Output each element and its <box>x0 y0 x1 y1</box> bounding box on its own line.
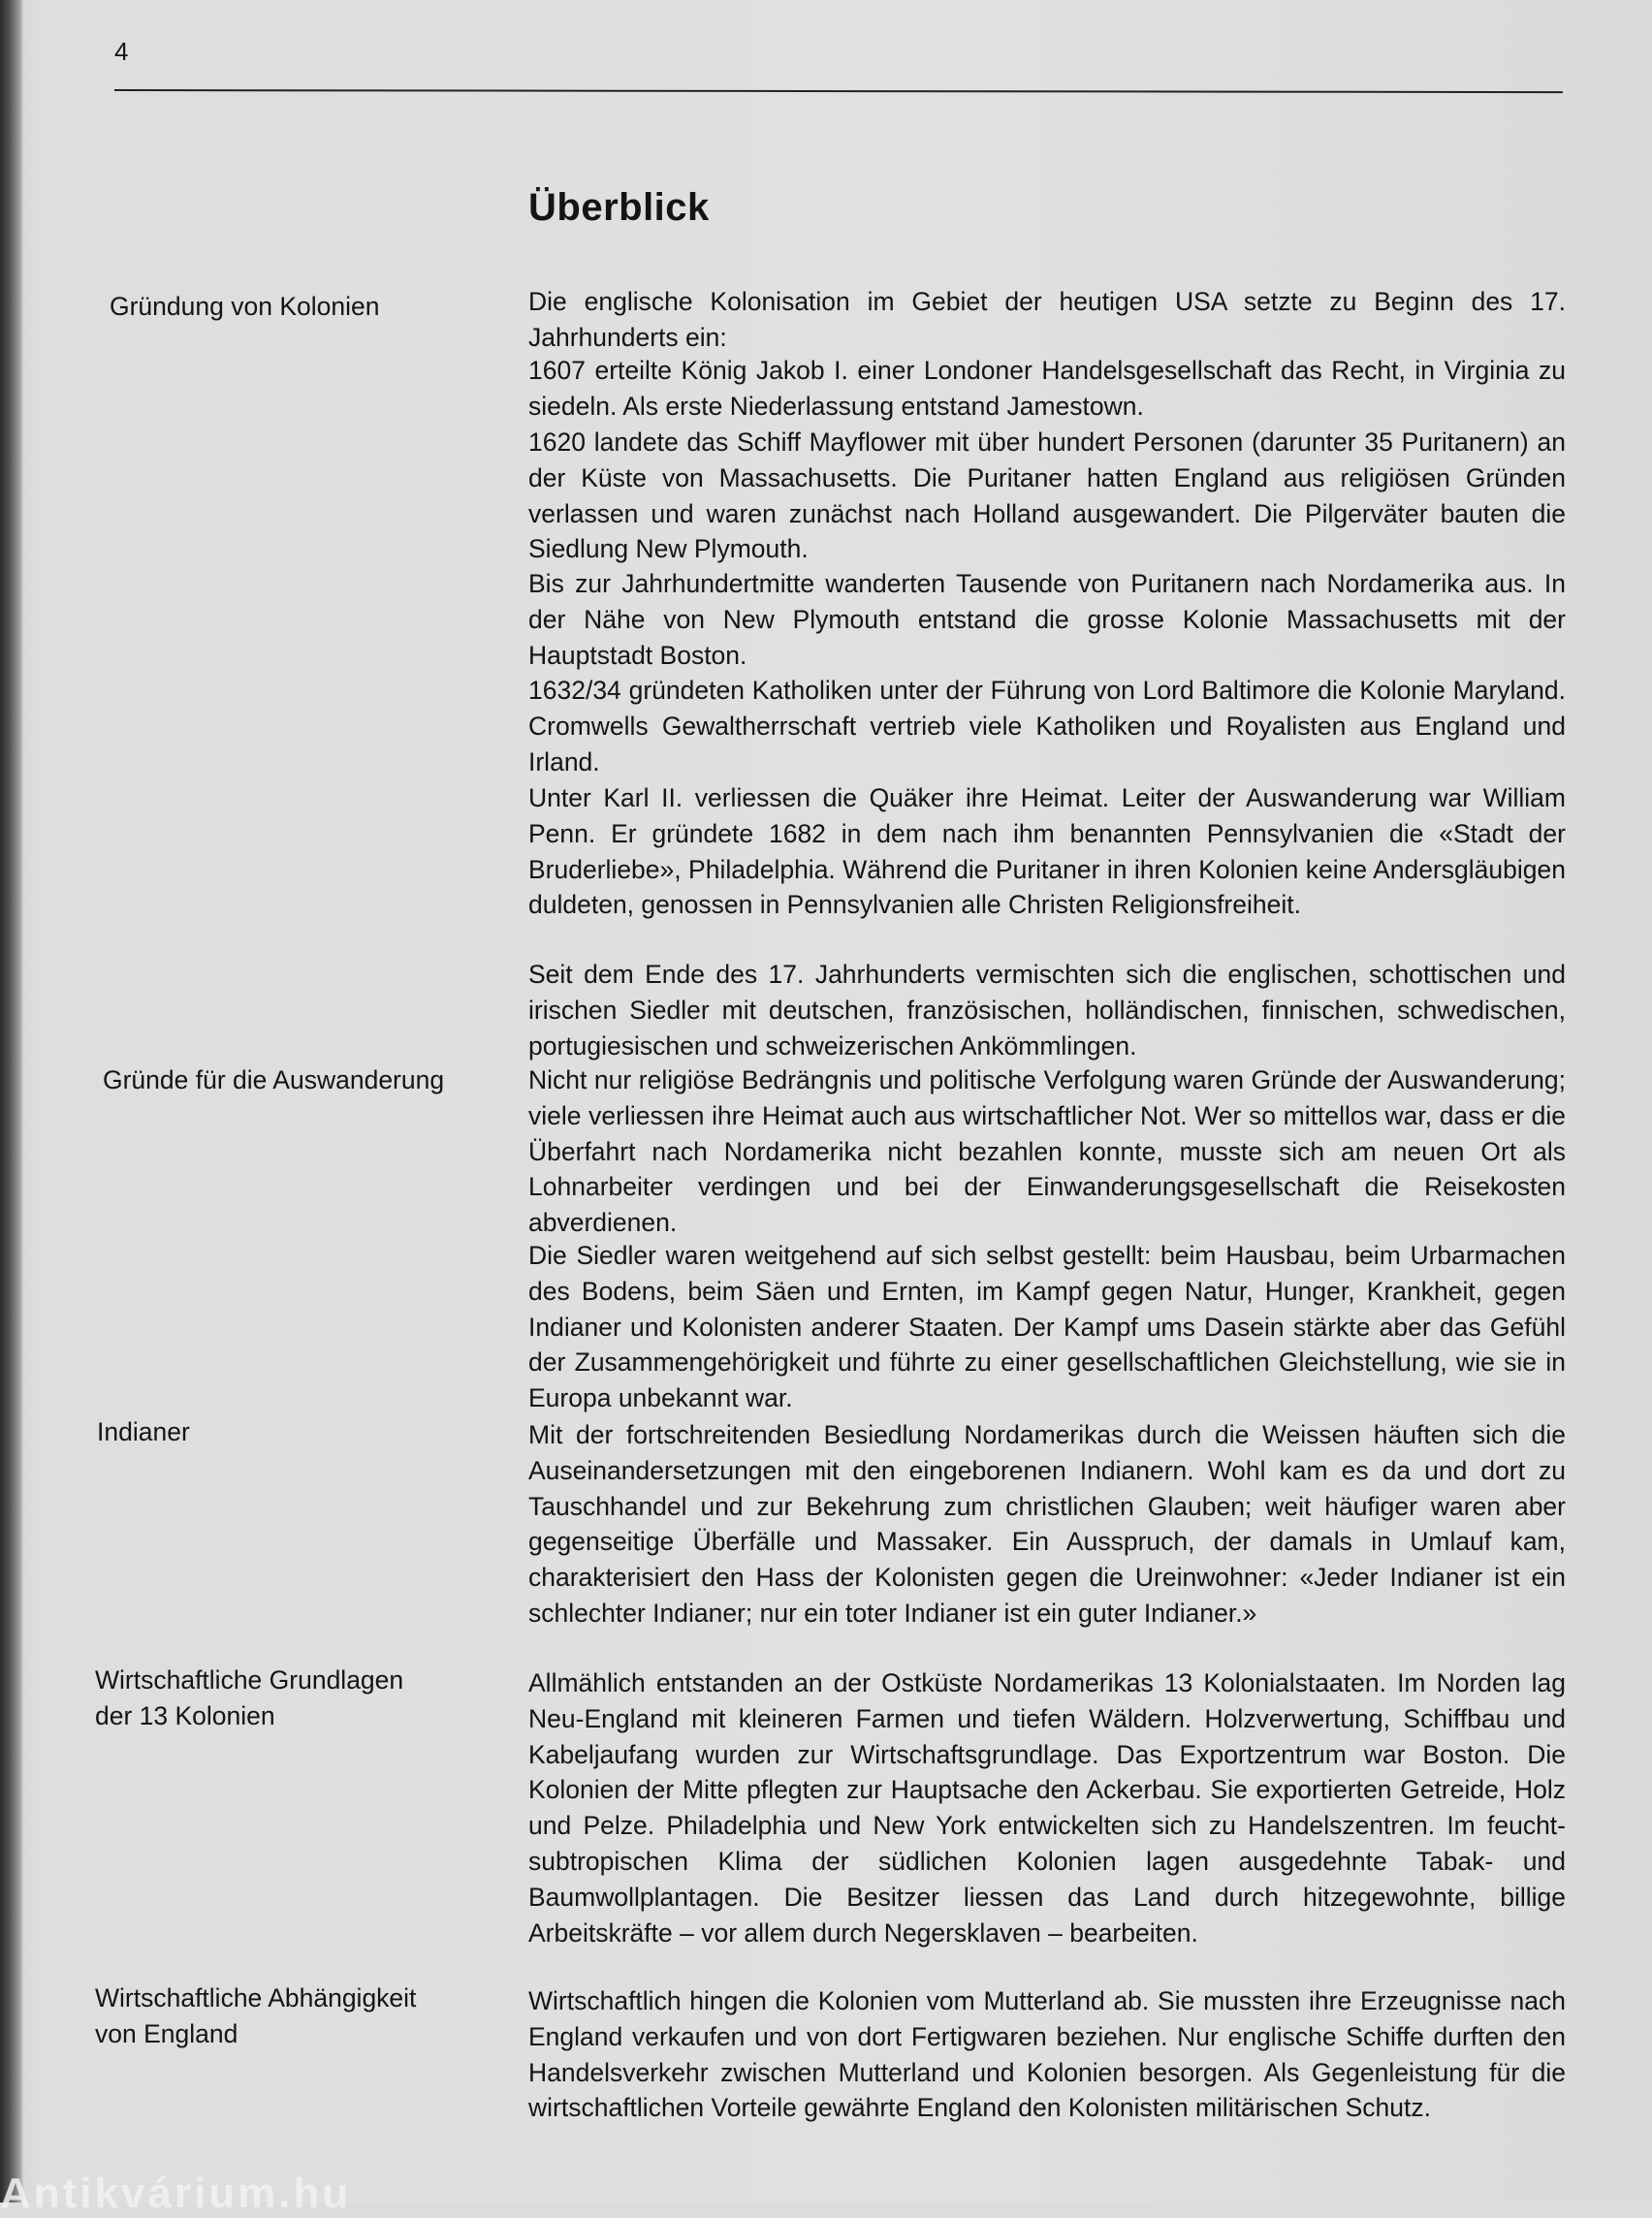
paragraph-1620: 1620 landete das Schiff Mayflower mit über hundert Personen (darunter 35 Puritanern) an der Küste von Massachusetts. Die Puritaner hatten England aus religiösen Gründen verlassen und waren zunächst nach Holland ausgewandert. Die Pilgerväter bauten die Siedlung New Plymouth. <box>528 428 1566 564</box>
paragraph-grundlagen: Allmählich entstanden an der Ostküste Nordamerikas 13 Kolonialstaaten. Im Norden lag Neu-England mit kleineren Farmen und tiefen Wäldern. Holzverwertung, Schiffbau und Kabeljaufang wurden zur Wirtschaftsgrundlage. Das Exportzentrum war Boston. Die Kolonien der Mitte pflegten zur Hauptsache den Ackerbau. Sie exportierten Getreide, Holz und Pelze. Philadelphia und New York entwickelten sich zu Handelszentren. Im feucht-subtropischen Klima der südlichen Kolonien lagen ausgedehnte Tabak- und Baumwollplantagen. Die Besitzer liessen das Land durch hitzegewohnte, billige Arbeitskräfte – vor allem durch Negersklaven – bearbeiten. <box>528 1668 1566 1948</box>
margin-label-gruende: Gründe für die Auswanderung <box>103 1065 445 1094</box>
header-rule <box>114 89 1563 93</box>
paragraph-gruende: Nicht nur religiöse Bedrängnis und politische Verfolgung waren Gründe der Auswanderung; viele verliessen ihre Heimat auch aus wirtschaftlicher Not. Wer so mittellos war, dass er die Überfahrt nach Nordamerika nicht bezahlen konnte, musste sich am neuen Ort als Lohnarbeiter verdingen und bei der Einwanderungsgesellschaft die Reisekosten abverdienen. <box>528 1065 1566 1238</box>
margin-label-abhaengigkeit <box>95 1980 416 2052</box>
margin-label-grundlagen-line-1: Wirtschaftliche Grundlagen <box>95 1665 404 1695</box>
book-spine-shadow <box>0 0 23 2202</box>
margin-label-indianer: Indianer <box>97 1417 190 1446</box>
page-title: Überblick <box>528 186 710 229</box>
paragraph-1607: 1607 erteilte König Jakob I. einer Londoner Handelsgesellschaft das Recht, in Virginia zu siedeln. Als erste Niederlassung entstand Jamestown. <box>528 356 1566 421</box>
margin-label-abhaengigkeit-line-2: von England <box>95 2019 238 2048</box>
margin-label-grundlagen-line-2: der 13 Kolonien <box>95 1701 275 1730</box>
paragraph-indianer: Mit der fortschreitenden Besiedlung Nordamerikas durch die Weissen häuften sich die Auseinandersetzungen mit den eingeborenen Indianern. Wohl kam es da und dort zu Tauschhandel und zur Bekehrung zum christlichen Glauben; weit häufiger waren aber gegenseitige Überfälle und Massaker. Ein Ausspruch, der damals in Umlauf kam, charakterisiert den Hass der Kolonisten gegen die Ureinwohner: «Jeder Indianer ist ein schlechter Indianer; nur ein toter Indianer ist ein guter Indianer.» <box>528 1420 1566 1628</box>
margin-label-gruendung: Gründung von Kolonien <box>110 292 380 321</box>
paragraph-maryland: 1632/34 gründeten Katholiken unter der Führung von Lord Baltimore die Kolonie Maryland. Cromwells Gewaltherrschaft vertrieb viele Katholiken und Royalisten aus England und Irland. <box>528 676 1566 776</box>
page-number: 4 <box>114 37 129 66</box>
watermark-text: Antikvárium.hu <box>0 2170 352 2217</box>
margin-label-abhaengigkeit-line-1: Wirtschaftliche Abhängigkeit <box>95 1983 417 2012</box>
paragraph-siedler-mix: Seit dem Ende des 17. Jahrhunderts vermischten sich die englischen, schottischen und irischen Siedler mit deutschen, französischen, holländischen, finnischen, schwedischen, portugiesischen und schweizerischen Ankömmlingen. <box>528 960 1566 1061</box>
paragraph-puritaner: Bis zur Jahrhundertmitte wanderten Tausende von Puritanern nach Nordamerika aus. In der Nähe von New Plymouth entstand die grosse Kolonie Massachusetts mit der Hauptstadt Boston. <box>528 569 1566 670</box>
paragraph-abhaengigkeit: Wirtschaftlich hingen die Kolonien vom Mutterland ab. Sie mussten ihre Erzeugnisse nach England verkaufen und von dort Fertigwaren beziehen. Nur englische Schiffe durften den Handelsverkehr zwischen Mutterland und Kolonien besorgen. Als Gegenleistung für die wirtschaftlichen Vorteile gewährte England den Kolonisten militärischen Schutz. <box>528 1986 1566 2123</box>
paragraph-intro: Die englische Kolonisation im Gebiet der heutigen USA setzte zu Beginn des 17. Jahrhunderts ein: <box>528 287 1566 352</box>
paragraph-siedler: Die Siedler waren weitgehend auf sich selbst gestellt: beim Hausbau, beim Urbarmachen des Bodens, beim Säen und Ernten, im Kampf gegen Natur, Hunger, Krankheit, gegen Indianer und Kolonisten anderer Staaten. Der Kampf ums Dasein stärkte aber das Gefühl der Zusammengehörigkeit und führte zu einer gesellschaftlichen Gleichstellung, wie sie in Europa unbekannt war. <box>528 1241 1566 1413</box>
paragraph-quaeker: Unter Karl II. verliessen die Quäker ihre Heimat. Leiter der Auswanderung war William Penn. Er gründete 1682 in dem nach ihm benannten Pennsylvanien die «Stadt der Bruderliebe», Philadelphia. Während die Puritaner in ihren Kolonien keine Andersgläubigen duldeten, genossen in Pennsylvanien alle Christen Religionsfreiheit. <box>528 783 1566 920</box>
margin-label-grundlagen <box>95 1663 403 1734</box>
